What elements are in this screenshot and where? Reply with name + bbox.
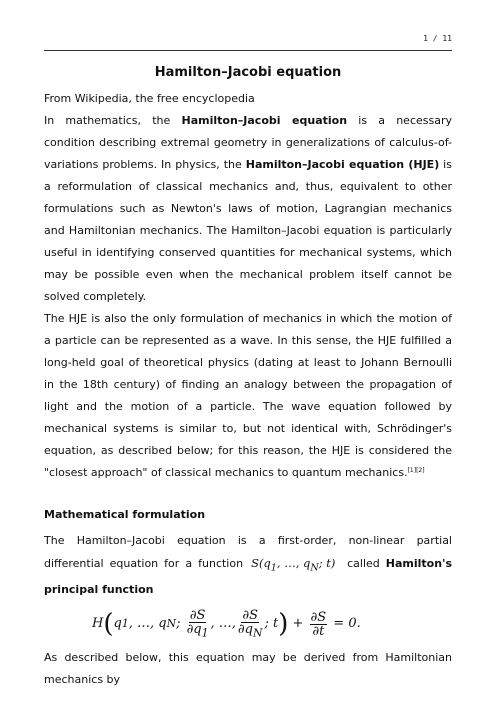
page-number: 1 / 11 — [423, 34, 452, 43]
subtitle: From Wikipedia, the free encyclopedia — [44, 92, 255, 105]
hje-formula: H ( q 1 , …, q N ; $\frac{\partial S}{\partial q_1}$ , …, $\frac{\partial S}{\partial q_N}$ ; t ) + $\frac{\partial S}{\partial t}$ = 0. — [92, 608, 361, 640]
principal-function-symbol: $S(q_1$, …, $q_N$; t) — [251, 556, 336, 574]
document-body — [44, 62, 452, 691]
formulation-paragraph: The Hamilton–Jacobi equation is a first-order, non-linear partial differential equation for a function $S(q_1$, …, $q_N$; t) called Hamilton's principal function — [44, 534, 452, 597]
header-rule — [44, 50, 452, 51]
citation-link[interactable]: [1][2] — [407, 467, 425, 474]
derivation-paragraph: As described below, this equation may be derived from Hamiltonian mechanics by — [44, 651, 452, 687]
section-heading: Mathematical formulation — [44, 508, 206, 521]
wave-paragraph: The HJE is also the only formulation of mechanics in which the motion of a particle can be represented as a wave. In this sense, the HJE fulfilled a long-held goal of theoretical physics (dating at least to Johann Bernoulli in the 18th century) of finding an analogy between the propagation of light and the motion of a particle. The wave equation followed by mechanical systems is similar to, but not identical with, Schrödinger's equation, as described below; for this reason, the HJE is considered the "closest approach" of classical mechanics to quantum mechanics.[1][2] — [44, 312, 452, 479]
intro-paragraph: In mathematics, the Hamilton–Jacobi equation is a necessary condition describing extremal geometry in generalizations of calculus-of-variations problems. In physics, the Hamilton–Jacobi equation (HJE) is a reformulation of classical mechanics and, thus, equivalent to other formulations such as Newton's laws of motion, Lagrangian mechanics and Hamiltonian mechanics. The Hamilton–Jacobi equation is particularly useful in identifying conserved quantities for mechanical systems, which may be possible even when the mechanical problem itself cannot be solved completely. — [44, 114, 452, 303]
page-title: Hamilton–Jacobi equation — [154, 65, 342, 80]
